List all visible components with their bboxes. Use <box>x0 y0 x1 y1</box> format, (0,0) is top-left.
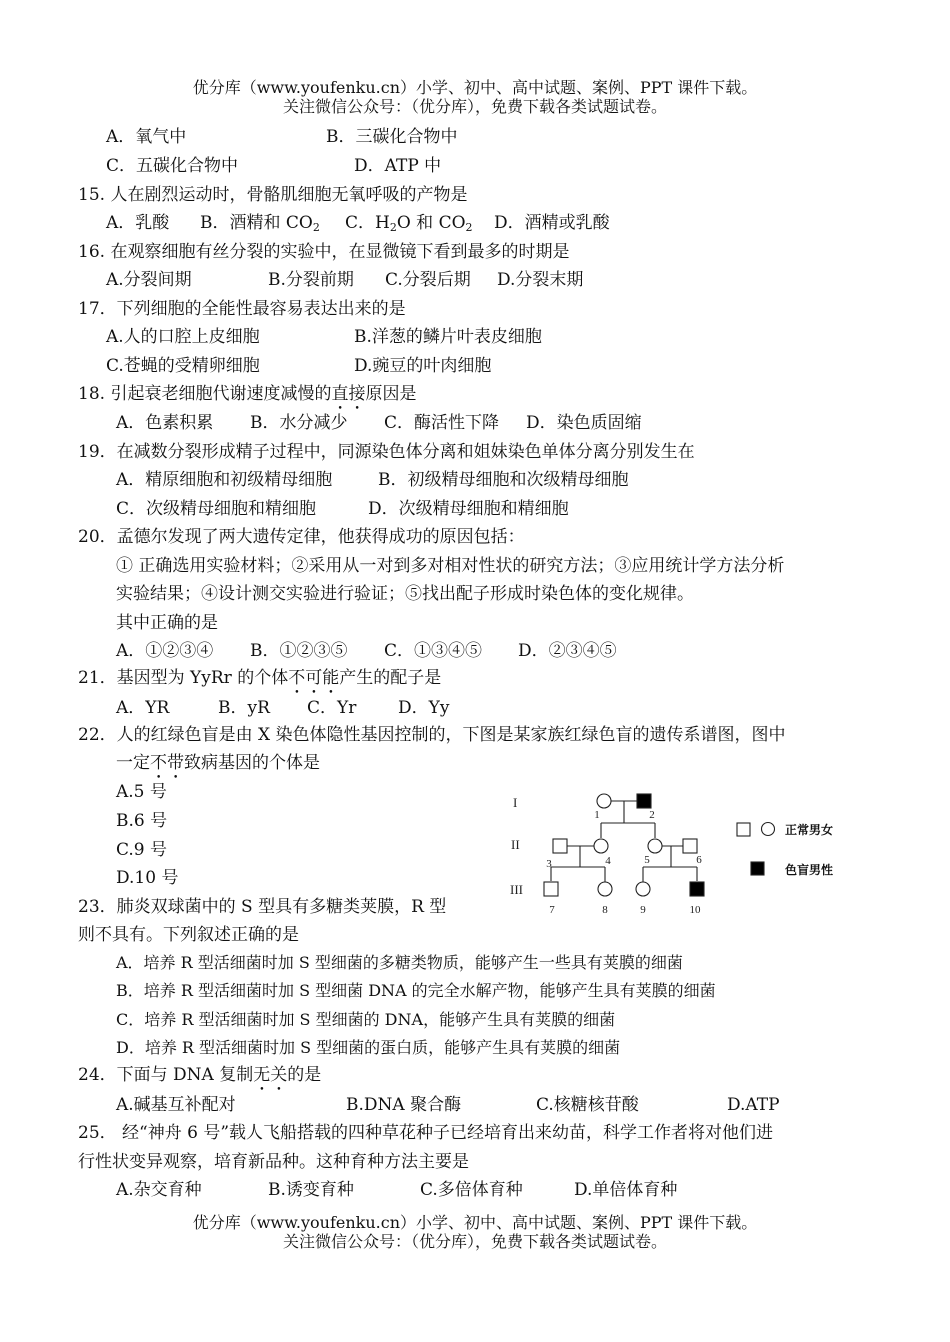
q14-option-a: A．氧气中 <box>106 127 187 147</box>
q23-option-d: D．培养 R 型活细菌时加 S 型细菌的蛋白质，能够产生具有荚膜的细菌 <box>116 1038 621 1057</box>
label-1: 1 <box>594 809 600 821</box>
header-line-1: 优分库（www.youfenku.cn）小学、初中、高中试题、案例、PPT 课件下载。 <box>192 78 758 97</box>
q23-option-b: B．培养 R 型活细菌时加 S 型细菌 DNA 的完全水解产物，能够产生具有荚膜的细菌 <box>116 981 716 1000</box>
q20-line-1: ① 正确选用实验材料；②采用从一对到多对相对性状的研究方法；③应用统计学方法分析 <box>116 556 785 576</box>
legend-male-normal-icon <box>737 823 750 836</box>
individual-4-female <box>594 839 608 853</box>
q24-option-b: B.DNA 聚合酶 <box>346 1095 462 1115</box>
q25-stem-2: 行性状变异观察，培育新品种。这种育种方法主要是 <box>78 1152 469 1172</box>
label-8: 8 <box>602 904 608 916</box>
q21-option-d: D．Yy <box>398 698 450 718</box>
legend-affected-male-icon <box>751 862 764 875</box>
q25-stem-1: 25． 经“神舟 6 号”载人飞船搭载的四种草花种子已经培育出来幼苗，科学工作者将对他们进 <box>78 1123 774 1143</box>
pedigree-chart <box>505 785 865 920</box>
q19-option-d: D．次级精母细胞和精细胞 <box>368 499 569 519</box>
header-line-2: 关注微信公众号：（优分库），免费下载各类试题试卷。 <box>282 97 667 116</box>
q21-option-c: C．Yr <box>307 698 357 718</box>
q18-option-c: C．酶活性下降 <box>384 413 500 433</box>
q15-option-a: A．乳酸 <box>106 213 170 233</box>
q22-stem-1: 22．人的红绿色盲是由 X 染色体隐性基因控制的，下图是某家族红绿色盲的遗传系谱图，图中 <box>78 725 786 745</box>
q20-option-c: C．①③④⑤ <box>384 641 483 661</box>
q25-option-b: B.诱变育种 <box>268 1180 354 1200</box>
q20-option-b: B．①②③⑤ <box>250 641 348 661</box>
label-9: 9 <box>640 904 646 916</box>
q17-option-d: D.豌豆的叶肉细胞 <box>354 356 492 376</box>
individual-9-female <box>636 882 650 896</box>
legend-female-normal-icon <box>762 823 775 836</box>
q19-option-a: A．精原细胞和初级精母细胞 <box>116 470 333 490</box>
q20-option-a: A．①②③④ <box>116 641 214 661</box>
q20-option-d: D．②③④⑤ <box>518 641 617 661</box>
q14-option-c: C．五碳化合物中 <box>106 156 239 176</box>
individual-1-female <box>597 794 611 808</box>
footer-line-1: 优分库（www.youfenku.cn）小学、初中、高中试题、案例、PPT 课件下载。 <box>192 1213 758 1232</box>
footer-line-2: 关注微信公众号：（优分库），免费下载各类试题试卷。 <box>282 1232 667 1251</box>
q22-stem-2: 一定不带致病基因的个体是 <box>116 753 320 773</box>
q18-option-d: D．染色质固缩 <box>526 413 642 433</box>
q22-option-c: C.9 号 <box>116 840 168 860</box>
individual-8-female <box>598 882 612 896</box>
label-7: 7 <box>549 904 555 916</box>
q17-stem: 17．下列细胞的全能性最容易表达出来的是 <box>78 299 406 319</box>
individual-10-affected-male <box>690 882 704 896</box>
individual-7-male <box>544 882 558 896</box>
q16-option-a: A.分裂间期 <box>106 270 192 290</box>
q21-option-a: A．YR <box>116 698 170 718</box>
q16-option-b: B.分裂前期 <box>268 270 354 290</box>
q19-stem: 19．在减数分裂形成精子过程中，同源染色体分离和姐妹染色单体分离分别发生在 <box>78 442 695 462</box>
q15-option-c: C．$H_2O$ 和 $CO_2$ <box>345 213 473 234</box>
q22-option-b: B.6 号 <box>116 811 168 831</box>
q23-stem-2: 则不具有。下列叙述正确的是 <box>78 925 299 945</box>
label-4: 4 <box>605 855 611 867</box>
label-6: 6 <box>696 854 702 866</box>
q23-stem-1: 23．肺炎双球菌中的 S 型具有多糖类荚膜，R 型 <box>78 897 447 917</box>
individual-3-male <box>553 839 567 853</box>
q14-option-d: D．ATP 中 <box>354 156 442 176</box>
q24-option-d: D.ATP <box>727 1095 780 1115</box>
q24-stem: 24．下面与 DNA 复制无关的是 <box>78 1065 322 1085</box>
legend-normal-label: 正常男女 <box>785 823 834 837</box>
q21-stem: 21．基因型为 YyRr 的个体不可能产生的配子是 <box>78 668 442 688</box>
generation-label-1: I <box>513 795 518 810</box>
q20-line-2: 实验结果；④设计测交实验进行验证；⑤找出配子形成时染色体的变化规律。 <box>116 584 694 604</box>
q15-stem: 15. 人在剧烈运动时，骨骼肌细胞无氧呼吸的产物是 <box>78 185 468 205</box>
q25-option-a: A.杂交育种 <box>116 1180 202 1200</box>
q22-option-d: D.10 号 <box>116 868 179 888</box>
legend-affected-label: 色盲男性 <box>785 863 834 877</box>
q15-option-b: B．酒精和 $CO_2$ <box>200 213 320 234</box>
q23-option-a: A．培养 R 型活细菌时加 S 型细菌的多糖类物质，能够产生一些具有荚膜的细菌 <box>116 953 683 972</box>
q19-option-c: C．次级精母细胞和精细胞 <box>116 499 317 519</box>
individual-6-male <box>683 839 697 853</box>
label-10: 10 <box>689 904 701 916</box>
q22-option-a: A.5 号 <box>116 782 167 802</box>
label-2: 2 <box>649 809 655 821</box>
q16-option-c: C.分裂后期 <box>385 270 471 290</box>
q19-option-b: B．初级精母细胞和次级精母细胞 <box>378 470 629 490</box>
q20-stem: 20．孟德尔发现了两大遗传定律，他获得成功的原因包括： <box>78 527 525 547</box>
q17-option-b: B.洋葱的鳞片叶表皮细胞 <box>354 327 542 347</box>
q25-option-d: D.单倍体育种 <box>574 1180 678 1200</box>
q20-line-3: 其中正确的是 <box>116 613 218 633</box>
q18-stem: 18. 引起衰老细胞代谢速度减慢的直接原因是 <box>78 384 417 404</box>
label-3: 3 <box>546 858 552 870</box>
generation-label-3: III <box>510 882 523 897</box>
label-5: 5 <box>644 854 650 866</box>
q18-option-a: A．色素积累 <box>116 413 214 433</box>
individual-2-affected-male <box>637 794 651 808</box>
q16-stem: 16. 在观察细胞有丝分裂的实验中，在显微镜下看到最多的时期是 <box>78 242 570 262</box>
q21-option-b: B．yR <box>218 698 270 718</box>
q15-option-d: D．酒精或乳酸 <box>494 213 610 233</box>
q24-option-a: A.碱基互补配对 <box>116 1095 236 1115</box>
q18-option-b: B．水分减少 <box>250 413 348 433</box>
individual-5-female <box>648 839 662 853</box>
q17-option-a: A.人的口腔上皮细胞 <box>106 327 260 347</box>
q16-option-d: D.分裂末期 <box>497 270 584 290</box>
q17-option-c: C.苍蝇的受精卵细胞 <box>106 356 260 376</box>
generation-label-2: II <box>511 837 520 852</box>
q25-option-c: C.多倍体育种 <box>420 1180 523 1200</box>
q23-option-c: C．培养 R 型活细菌时加 S 型细菌的 DNA，能够产生具有荚膜的细菌 <box>116 1010 616 1029</box>
q24-option-c: C.核糖核苷酸 <box>536 1095 639 1115</box>
q14-option-b: B．三碳化合物中 <box>326 127 458 147</box>
